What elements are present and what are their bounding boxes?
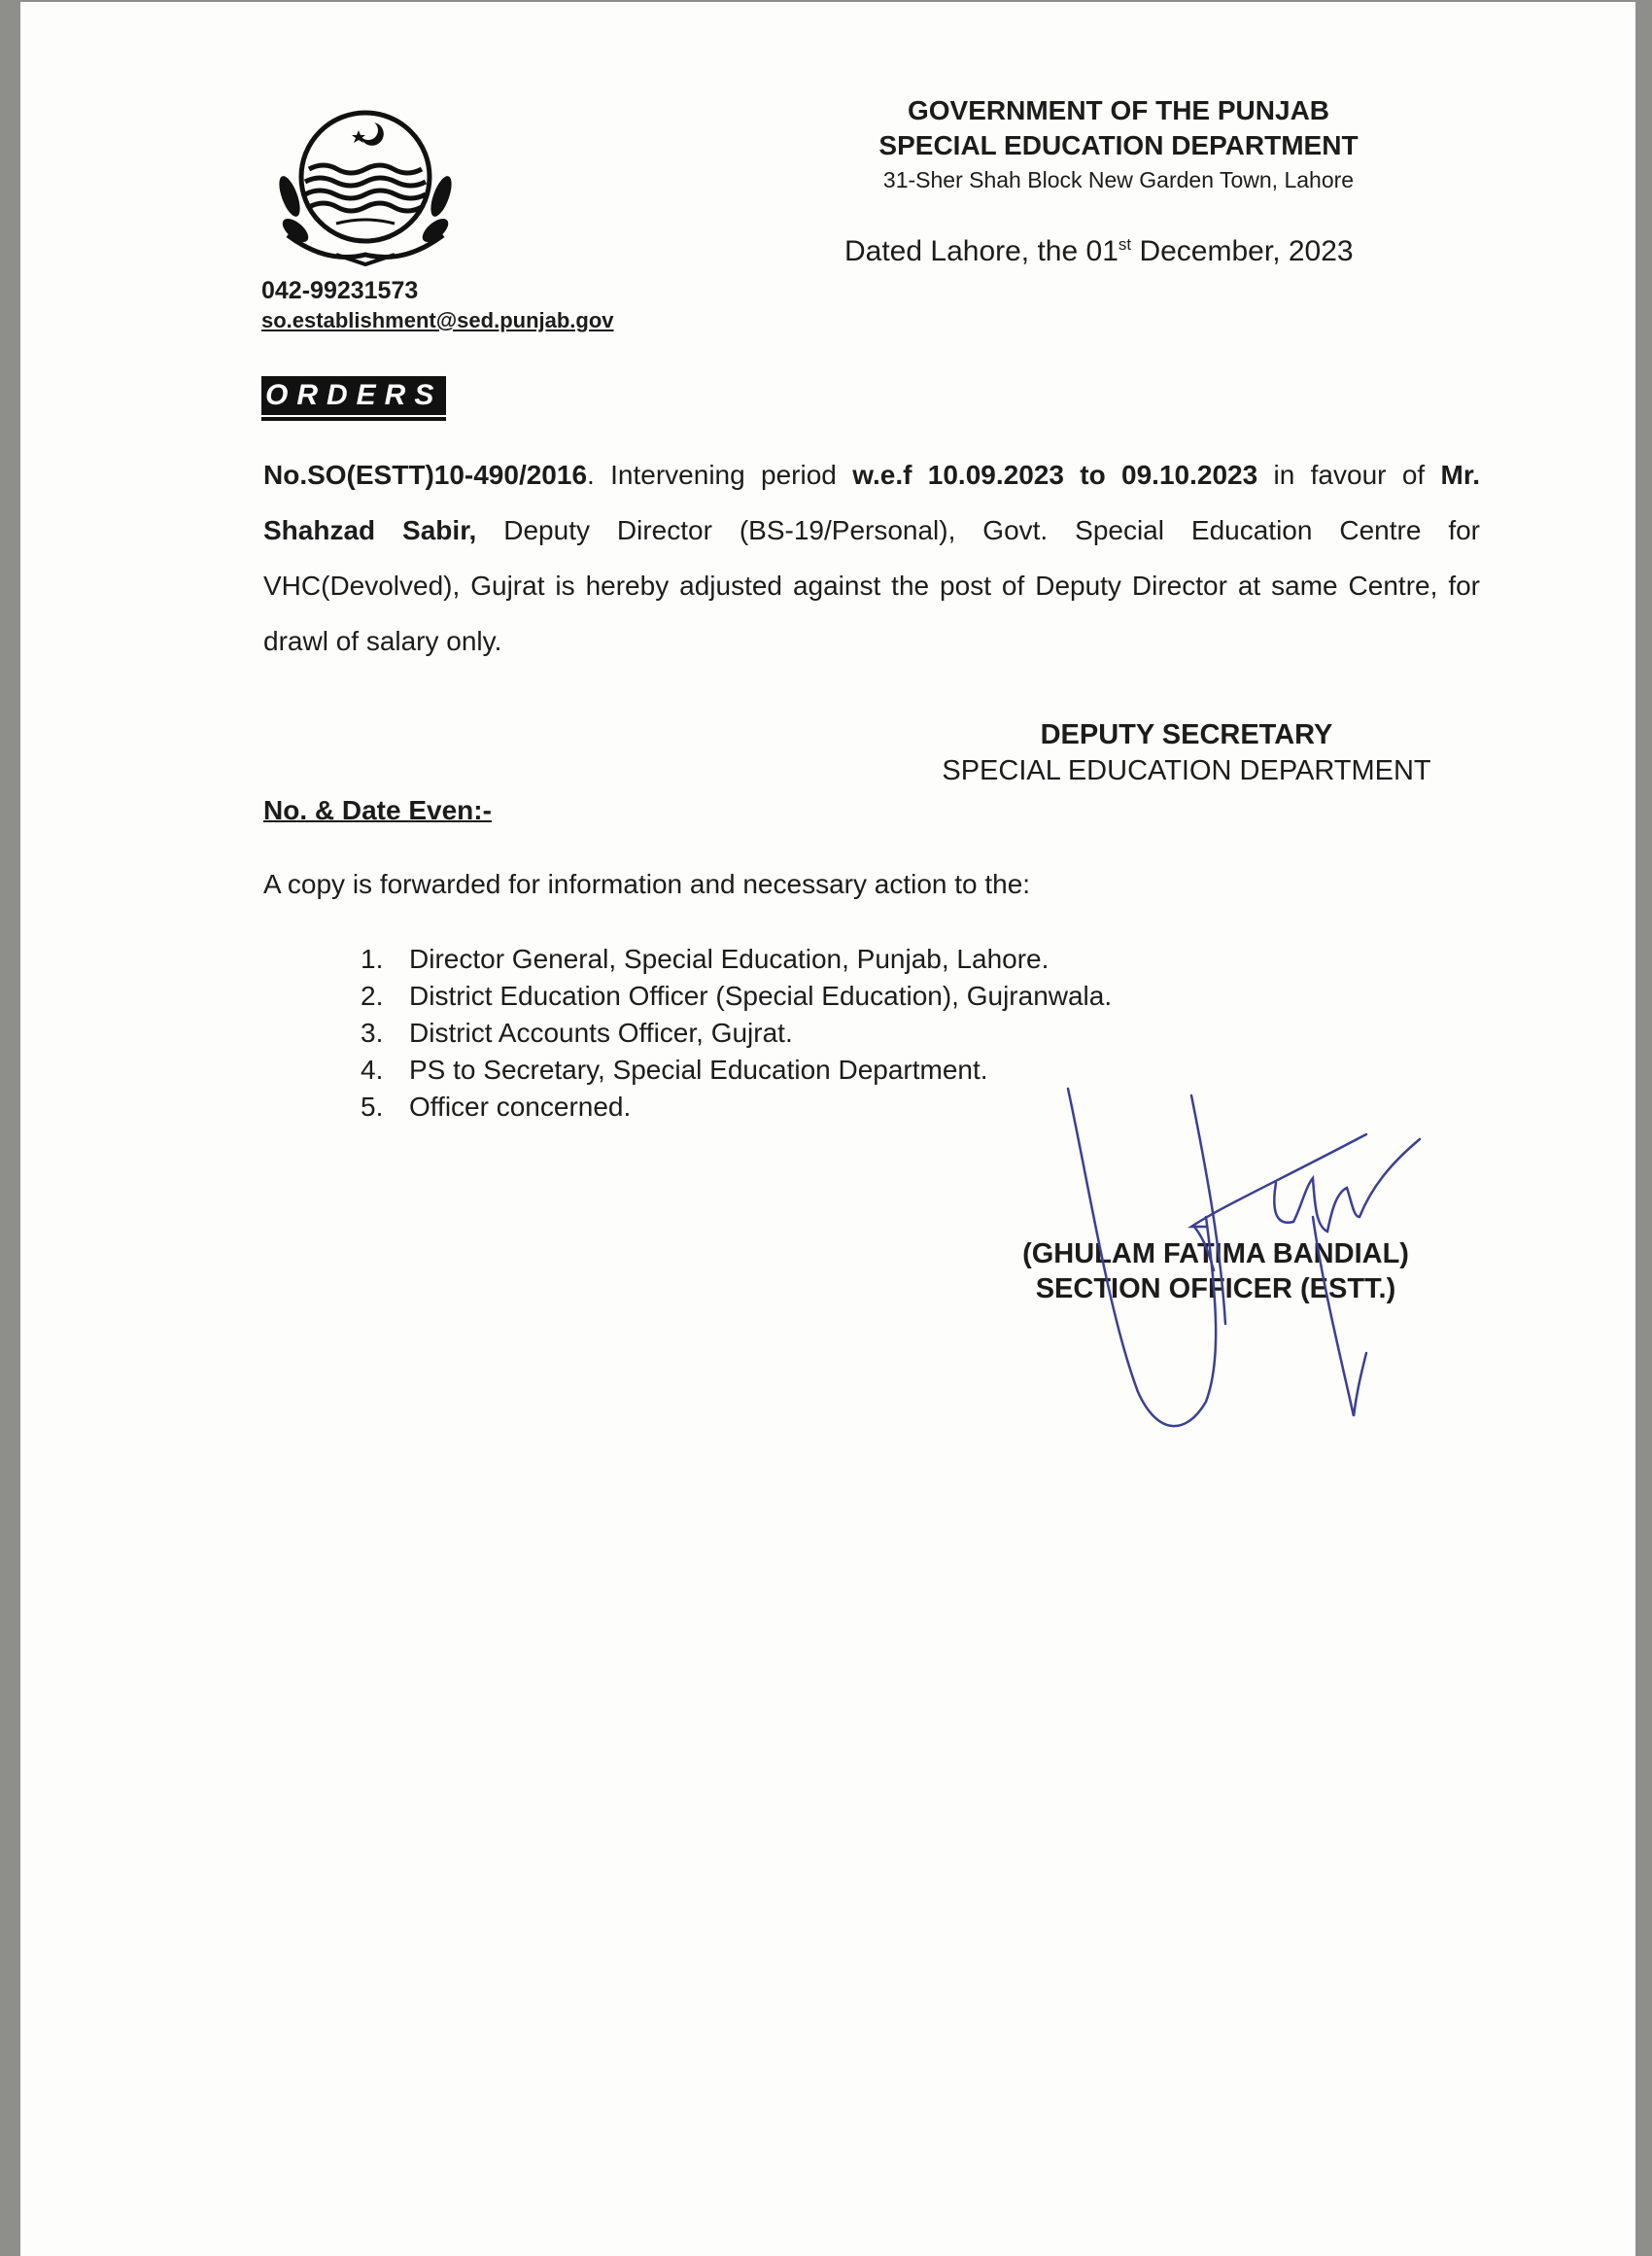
date-rest: December, 2023 xyxy=(1131,235,1354,267)
document-page xyxy=(20,2,1635,2256)
recipient-item xyxy=(361,941,1112,978)
endorsement-intro: A copy is forwarded for information and necessary action to the: xyxy=(263,869,1031,899)
recipient-item xyxy=(361,1015,1112,1052)
order-period: w.e.f 10.09.2023 to 09.10.2023 xyxy=(852,460,1258,490)
date-ordinal: st xyxy=(1118,235,1132,254)
phone-number: 042-99231573 xyxy=(261,277,419,304)
document-date xyxy=(844,235,1354,268)
recipient-text: Officer concerned. xyxy=(409,1092,632,1122)
recipient-list xyxy=(361,941,1112,1126)
punjab-emblem-icon xyxy=(268,109,463,279)
recipient-number: 4. xyxy=(361,1055,384,1085)
endorsement-heading: No. & Date Even:- xyxy=(263,795,492,825)
recipient-number: 5. xyxy=(361,1092,384,1122)
recipient-item xyxy=(361,1089,1112,1126)
order-text-2: in favour of xyxy=(1257,460,1441,490)
issuer-department: SPECIAL EDUCATION DEPARTMENT xyxy=(942,755,1431,786)
recipient-number: 2. xyxy=(361,981,384,1011)
signatory-designation: SECTION OFFICER (ESTT.) xyxy=(1035,1273,1396,1304)
email-link[interactable]: so.establishment@sed.punjab.gov xyxy=(261,308,614,332)
government-title: GOVERNMENT OF THE PUNJAB xyxy=(907,95,1330,125)
signatory-name: (GHULAM FATIMA BANDIAL) xyxy=(1022,1238,1409,1269)
recipient-text: PS to Secretary, Special Education Department. xyxy=(409,1055,988,1085)
recipient-text: District Accounts Officer, Gujrat. xyxy=(409,1018,793,1048)
order-paragraph xyxy=(263,447,1480,669)
recipient-text: District Education Officer (Special Education), Gujranwala. xyxy=(409,981,1113,1011)
department-title: SPECIAL EDUCATION DEPARTMENT xyxy=(878,130,1359,160)
department-address: 31-Sher Shah Block New Garden Town, Lahore xyxy=(882,167,1355,192)
order-number: No.SO(ESTT)10-490/2016 xyxy=(263,460,588,490)
recipient-item xyxy=(361,1052,1112,1089)
recipient-item xyxy=(361,978,1112,1015)
issuer-title: DEPUTY SECRETARY xyxy=(1040,719,1333,750)
order-text-1: . Intervening period xyxy=(587,460,853,490)
recipient-number: 3. xyxy=(361,1018,384,1048)
date-prefix: Dated Lahore, the 01 xyxy=(844,235,1119,267)
recipient-number: 1. xyxy=(361,944,384,974)
officer-name: Mr. Shahzad Sabir, xyxy=(263,460,1480,545)
order-text-3: Deputy Director (BS-19/Personal), Govt. Special Education Centre for VHC(Devolved), Gujrat is hereby adjusted against the post of Deputy Director at same Centre, for drawl of salary only. xyxy=(263,515,1481,656)
orders-heading: ORDERS xyxy=(261,376,446,417)
recipient-text: Director General, Special Education, Punjab, Lahore. xyxy=(409,944,1050,974)
